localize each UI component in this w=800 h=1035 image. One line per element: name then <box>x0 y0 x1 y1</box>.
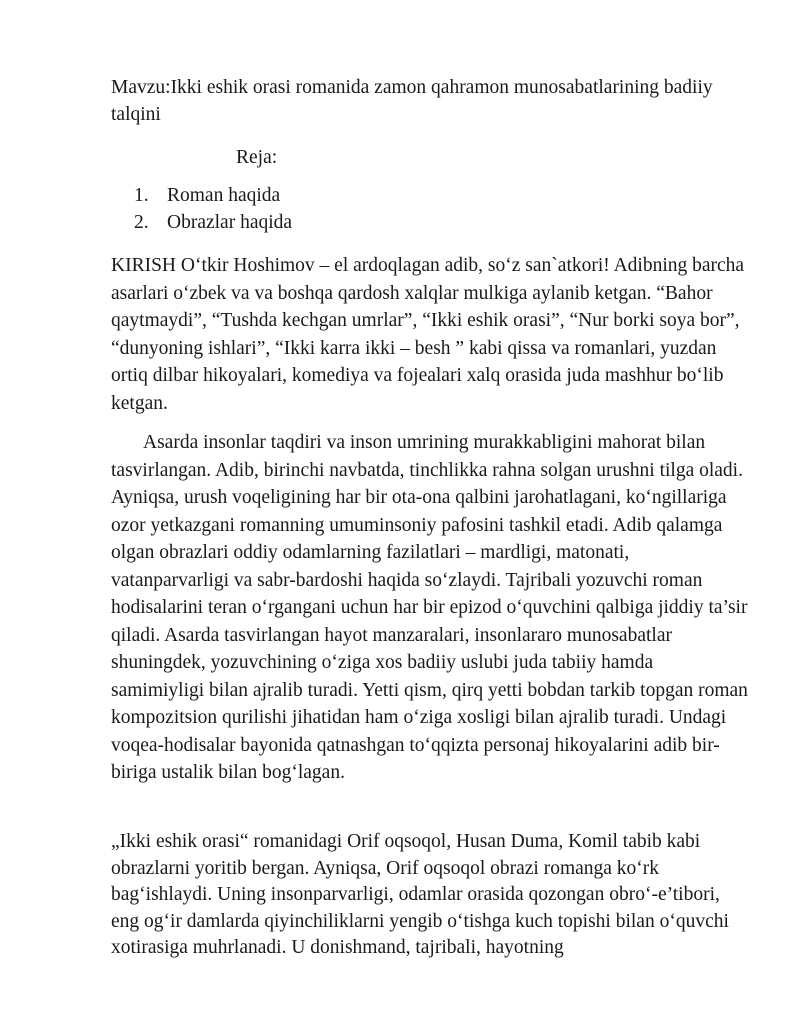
plan-heading: Reja: <box>236 147 278 168</box>
plan-item-number: 1. <box>134 185 149 206</box>
plan-item-number: 2. <box>134 212 149 233</box>
intro-paragraph: KIRISH O‘tkir Hoshimov – el ardoqlagan adib, so‘z san`atkori! Adibning barcha asarlari o‘zbek va va boshqa qardosh xalqlar mulkiga aylanib ketgan. “Bahor qaytmaydi”, “Tushda kechgan umrlar”, “Ikki eshik orasi”, “Nur borki soya bor”, “dunyoning ishlari”, “Ikki karra ikki – besh ” kabi qissa va romanlari, yuzdan ortiq dilbar hikoyalari, komediya va fojealari xalq orasida juda mashhur bo‘lib ketgan. <box>111 255 745 414</box>
plan-item-text: Roman haqida <box>167 185 281 206</box>
plan-list <box>134 182 292 236</box>
document-title: Mavzu:Ikki eshik orasi romanida zamon qahramon munosabatlarining badiiy talqini <box>111 77 713 125</box>
plan-item-text: Obrazlar haqida <box>167 212 293 233</box>
plan-item <box>134 209 292 236</box>
plan-item <box>134 182 292 209</box>
body-paragraph: „Ikki eshik orasi“ romanidagi Orif oqsoqol, Husan Duma, Komil tabib kabi obrazlarni yoritib bergan. Ayniqsa, Orif oqsoqol obrazi romanga ko‘rk bag‘ishlaydi. Uning insonparvarligi, odamlar orasida qozongan obro‘-e’tibori, eng og‘ir damlarda qiyinchiliklarni yengib o‘tishga kuch topishi bilan o‘quvchi xotirasiga muhrlanadi. U donishmand, tajribali, hayotning <box>111 831 729 958</box>
body-paragraph: Asarda insonlar taqdiri va inson umrining murakkabligini mahorat bilan tasvirlangan. Adib, birinchi navbatda, tinchlikka rahna solgan urushni tilga oladi. Ayniqsa, urush voqeligining har bir ota-ona qalbini jarohatlagani, ko‘ngillariga ozor yetkazgani romanning umuminsoniy pafosini tashkil etadi. Adib qalamga olgan obrazlari oddiy odamlarning fazilatlari – mardligi, matonati, vatanparvarligi va sabr-bardoshi haqida so‘zlaydi. Tajribali yozuvchi roman hodisalarini teran o‘rgangani uchun har bir epizod o‘quvchini qalbiga jiddiy ta’sir qiladi. Asarda tasvirlangan hayot manzaralari, insonlararo munosabatlar shuningdek, yozuvchining o‘ziga xos badiiy uslubi juda tabiiy hamda samimiyligi bilan ajralib turadi. Yetti qism, qirq yetti bobdan tarkib topgan roman kompozitsion qurilishi jihatidan ham o‘ziga xosligi bilan ajralib turadi. Undagi voqea-hodisalar bayonida qatnashgan to‘qqizta personaj hikoyalarini adib bir-biriga ustalik bilan bog‘lagan. <box>111 432 748 783</box>
